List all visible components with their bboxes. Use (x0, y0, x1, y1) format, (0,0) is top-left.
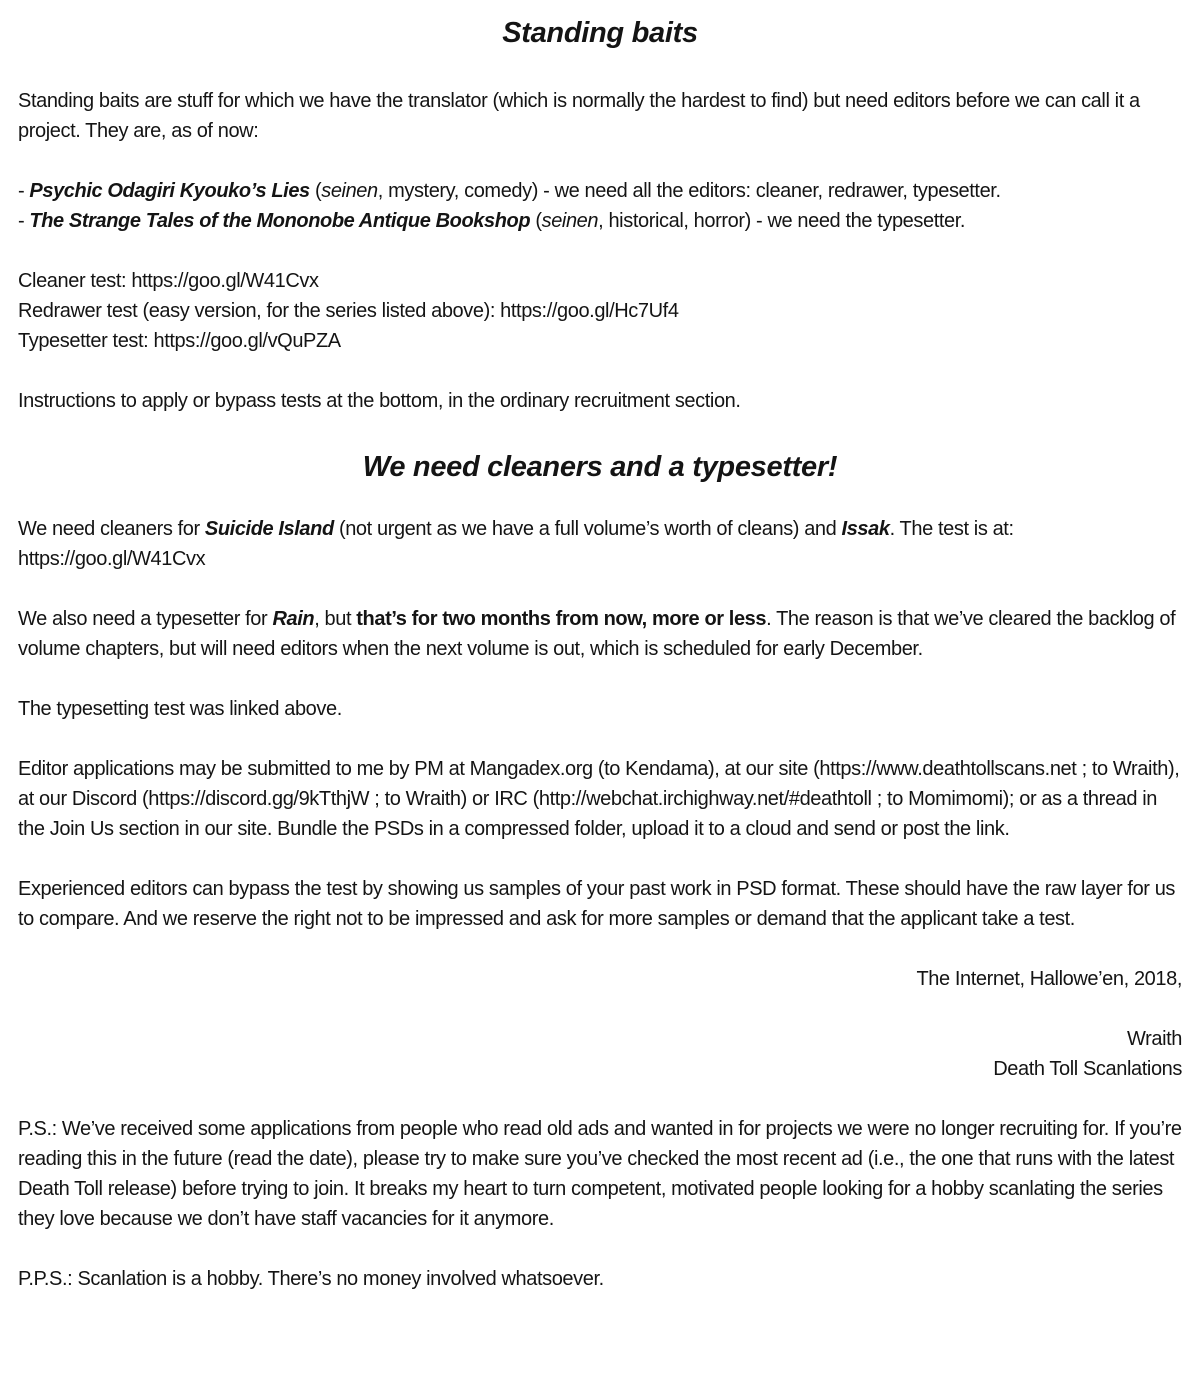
intro-paragraph: Standing baits are stuff for which we have the translator (which is normally the hardest to find) but need editors before we can call it a project. They are, as of now: (18, 90, 1140, 142)
signoff-dateline: The Internet, Hallowe’en, 2018, (916, 968, 1182, 990)
typesetter-needed-paragraph: We also need a typesetter for Rain, but that’s for two months from now, more or less. The reason is that we’ve cleared the backlog of volume chapters, but will need editors when the next volume is out, which is scheduled for early December. (18, 608, 1176, 660)
editor-applications-paragraph: Editor applications may be submitted to me by PM at Mangadex.org (to Kendama), at our site (https://www.deathtollscans.net ; to Wraith), at our Discord (https://discord.gg/9kTthjW ; to Wraith) or IRC (http://webchat.irchighway.net/#deathtoll ; to Momimomi); or as a thread in the Join Us section in our site. Bundle the PSDs in a compressed folder, upload it to a cloud and send or post the link. (18, 758, 1180, 840)
ps-paragraph: P.S.: We’ve received some applications from people who read old ads and wanted in for projects we were no longer recruiting for. If you’re reading this in the future (read the date), please try to make sure you’ve checked the most recent ad (i.e., the one that runs with the latest Death Toll release) before trying to join. It breaks my heart to turn competent, motivated people looking for a hobby scanlating the series they love because we don’t have staff vacancies for it anymore. (18, 1118, 1182, 1230)
test-links-list (18, 266, 1182, 356)
bypass-test-paragraph: Experienced editors can bypass the test by showing us samples of your past work in PSD format. These should have the raw layer for us to compare. And we reserve the right not to be impressed and ask for more samples or demand that the applicant take a test. (18, 878, 1176, 930)
page-title: Standing baits (502, 17, 698, 49)
typesetting-test-note: The typesetting test was linked above. (18, 698, 342, 720)
instructions-note: Instructions to apply or bypass tests at the bottom, in the ordinary recruitment section. (18, 390, 741, 412)
cleaners-needed-paragraph: We need cleaners for Suicide Island (not urgent as we have a full volume’s worth of cleans) and Issak. The test is at: https://goo.gl/W41Cvx (18, 518, 1014, 570)
signature-group: Death Toll Scanlations (993, 1058, 1182, 1080)
signature-block (18, 1024, 1182, 1084)
series-item: - The Strange Tales of the Mononobe Antique Bookshop (seinen, historical, horror) - we need the typesetter. (18, 210, 966, 232)
series-list (18, 176, 1182, 236)
signature-name: Wraith (1126, 1028, 1182, 1050)
redrawer-test-link-line: Redrawer test (easy version, for the series listed above): https://goo.gl/Hc7Uf4 (18, 300, 679, 322)
section-title-cleaners-typesetter: We need cleaners and a typesetter! (362, 451, 838, 483)
cleaner-test-link-line: Cleaner test: https://goo.gl/W41Cvx (18, 270, 319, 292)
typesetter-test-link-line: Typesetter test: https://goo.gl/vQuPZA (18, 330, 341, 352)
series-item: - Psychic Odagiri Kyouko’s Lies (seinen, mystery, comedy) - we need all the editors: cleaner, redrawer, typesetter. (18, 180, 1001, 202)
pps-paragraph: P.P.S.: Scanlation is a hobby. There’s no money involved whatsoever. (18, 1268, 604, 1290)
